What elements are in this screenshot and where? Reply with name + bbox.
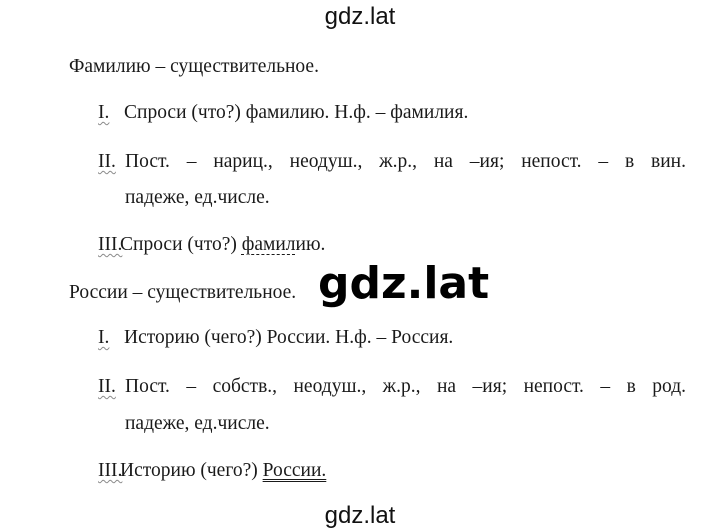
watermark-bottom: gdz.lat [324, 502, 396, 529]
watermark-center: gdz.lat [314, 256, 493, 312]
analysis-item-2-line1: Пост. – нариц., неодуш., ж.р., на –ия; непост. – в вин. [125, 151, 686, 172]
analysis-item-2-line2: падеже, ед.числе. [125, 413, 270, 434]
roman-numeral: III. [98, 460, 123, 481]
analysis-text: Историю (чего?) России. Н.ф. – Россия. [124, 327, 454, 348]
underlined-word: России. [262, 460, 327, 481]
analysis-item-1 [98, 101, 468, 125]
roman-numeral-2: II. [98, 376, 116, 397]
heading-rossii: России – существительное. [69, 282, 297, 303]
analysis-text: Спроси (что?) фамилию. Н.ф. – фамилия. [124, 102, 469, 123]
watermark-top: gdz.lat [324, 3, 396, 30]
heading-familiyu: Фамилию – существительное. [69, 56, 319, 77]
analysis-item-2-line2: падеже, ед.числе. [125, 187, 270, 208]
roman-numeral: III. [98, 234, 123, 255]
analysis-item-3: III.Спроси (что?) фамилию. [98, 234, 326, 255]
underlined-word: фамил [241, 234, 296, 255]
analysis-item-1 [98, 326, 453, 350]
analysis-item-2-line1: Пост. – собств., неодуш., ж.р., на –ия; непост. – в род. [125, 376, 686, 397]
roman-numeral: I. [98, 102, 110, 123]
analysis-item-3: III.Историю (чего?) России. [98, 460, 327, 481]
roman-numeral: I. [98, 327, 110, 348]
roman-numeral-2: II. [98, 151, 116, 172]
